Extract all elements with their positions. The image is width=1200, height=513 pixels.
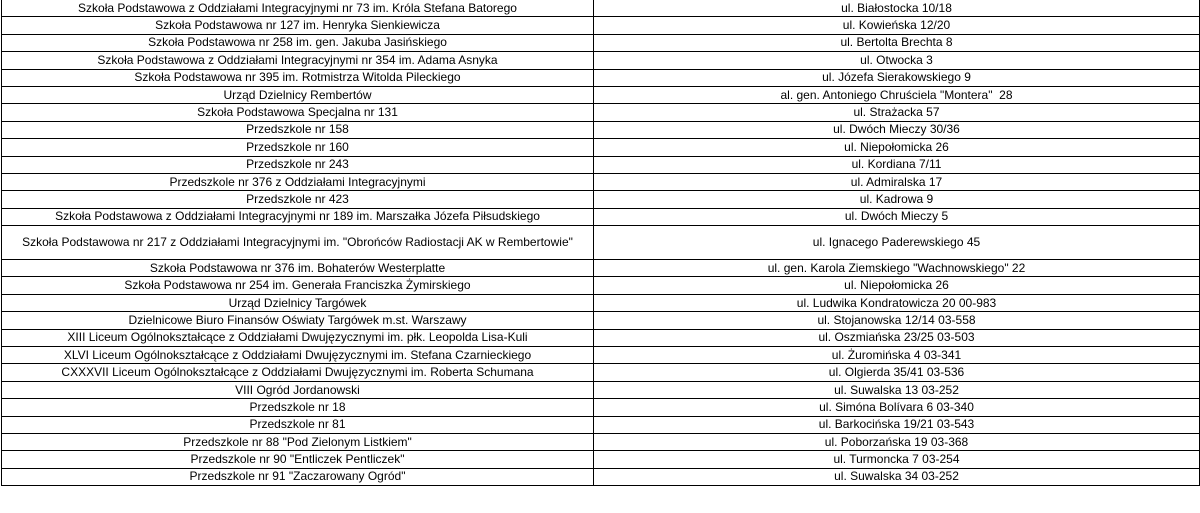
institution-address-cell: ul. Stojanowska 12/14 03-558 (594, 312, 1200, 329)
institution-name-cell: VIII Ogród Jordanowski (2, 381, 594, 398)
institution-address-cell: ul. Barkocińska 19/21 03-543 (594, 416, 1200, 433)
institution-address-cell: ul. Poborzańska 19 03-368 (594, 433, 1200, 450)
institution-name-cell: Szkoła Podstawowa Specjalna nr 131 (2, 104, 594, 121)
table-row (2, 86, 1200, 103)
table-row (2, 312, 1200, 329)
institution-address-cell: ul. gen. Karola Ziemskiego "Wachnowskiego" 22 (594, 260, 1200, 277)
institution-address-cell: ul. Ludwika Kondratowicza 20 00-983 (594, 294, 1200, 311)
table-row (2, 399, 1200, 416)
table-row (2, 347, 1200, 364)
institution-address-cell: ul. Otwocka 3 (594, 52, 1200, 69)
institution-name-cell: Przedszkole nr 376 z Oddziałami Integracyjnymi (2, 173, 594, 190)
institution-name-cell: Szkoła Podstawowa nr 217 z Oddziałami Integracyjnymi im. "Obrońców Radiostacji AK w Rembertowie" (2, 226, 594, 260)
institution-address-cell: ul. Suwalska 34 03-252 (594, 468, 1200, 485)
table-row (2, 468, 1200, 485)
institution-address-cell: ul. Kowieńska 12/20 (594, 17, 1200, 34)
institution-address-cell: ul. Oszmiańska 23/25 03-503 (594, 329, 1200, 346)
institution-address-cell: ul. Turmoncka 7 03-254 (594, 451, 1200, 468)
institution-address-cell: ul. Strażacka 57 (594, 104, 1200, 121)
table-row (2, 104, 1200, 121)
table-row (2, 121, 1200, 138)
table-row (2, 277, 1200, 294)
table-row (2, 139, 1200, 156)
table-row (2, 364, 1200, 381)
institution-address-cell: ul. Białostocka 10/18 (594, 0, 1200, 17)
table-row (2, 226, 1200, 260)
table-row (2, 191, 1200, 208)
institution-address-cell: ul. Ignacego Paderewskiego 45 (594, 226, 1200, 260)
institution-address-cell: ul. Bertolta Brechta 8 (594, 34, 1200, 51)
institution-address-cell: ul. Niepołomicka 26 (594, 277, 1200, 294)
institution-name-cell: Przedszkole nr 91 "Zaczarowany Ogród" (2, 468, 594, 485)
institution-address-cell: ul. Simóna Bolívara 6 03-340 (594, 399, 1200, 416)
institution-name-cell: Szkoła Podstawowa z Oddziałami Integracyjnymi nr 189 im. Marszałka Józefa Piłsudskiego (2, 208, 594, 225)
institution-address-cell: ul. Admiralska 17 (594, 173, 1200, 190)
table-row (2, 381, 1200, 398)
table-row (2, 156, 1200, 173)
institutions-table (1, 0, 1200, 486)
table-row (2, 329, 1200, 346)
institution-name-cell: Przedszkole nr 81 (2, 416, 594, 433)
institution-address-cell: ul. Kadrowa 9 (594, 191, 1200, 208)
institution-name-cell: Szkoła Podstawowa z Oddziałami Integracyjnymi nr 73 im. Króla Stefana Batorego (2, 0, 594, 17)
table-row (2, 34, 1200, 51)
institution-name-cell: Przedszkole nr 18 (2, 399, 594, 416)
table-row (2, 52, 1200, 69)
table-row (2, 294, 1200, 311)
table-row (2, 451, 1200, 468)
institution-address-cell: ul. Kordiana 7/11 (594, 156, 1200, 173)
institution-name-cell: Dzielnicowe Biuro Finansów Oświaty Targówek m.st. Warszawy (2, 312, 594, 329)
institution-address-cell: ul. Józefa Sierakowskiego 9 (594, 69, 1200, 86)
institution-name-cell: Przedszkole nr 423 (2, 191, 594, 208)
institution-address-cell: al. gen. Antoniego Chruściela "Montera" 28 (594, 86, 1200, 103)
institution-name-cell: Szkoła Podstawowa nr 258 im. gen. Jakuba Jasińskiego (2, 34, 594, 51)
institution-address-cell: ul. Dwóch Mieczy 30/36 (594, 121, 1200, 138)
institution-address-cell: ul. Dwóch Mieczy 5 (594, 208, 1200, 225)
institutions-table-body (2, 0, 1200, 486)
institution-address-cell: ul. Żuromińska 4 03-341 (594, 347, 1200, 364)
institution-name-cell: CXXXVII Liceum Ogólnokształcące z Oddziałami Dwujęzycznymi im. Roberta Schumana (2, 364, 594, 381)
institution-address-cell: ul. Niepołomicka 26 (594, 139, 1200, 156)
institution-name-cell: Szkoła Podstawowa z Oddziałami Integracyjnymi nr 354 im. Adama Asnyka (2, 52, 594, 69)
table-row (2, 416, 1200, 433)
table-row (2, 173, 1200, 190)
institution-name-cell: Urząd Dzielnicy Targówek (2, 294, 594, 311)
institution-name-cell: Szkoła Podstawowa nr 376 im. Bohaterów Westerplatte (2, 260, 594, 277)
institution-name-cell: Przedszkole nr 90 "Entliczek Pentliczek" (2, 451, 594, 468)
institution-name-cell: Szkoła Podstawowa nr 395 im. Rotmistrza Witolda Pileckiego (2, 69, 594, 86)
institution-name-cell: Szkoła Podstawowa nr 254 im. Generała Franciszka Żymirskiego (2, 277, 594, 294)
institution-name-cell: Przedszkole nr 243 (2, 156, 594, 173)
institution-name-cell: Szkoła Podstawowa nr 127 im. Henryka Sienkiewicza (2, 17, 594, 34)
institution-address-cell: ul. Olgierda 35/41 03-536 (594, 364, 1200, 381)
institution-name-cell: XIII Liceum Ogólnokształcące z Oddziałami Dwujęzycznymi im. płk. Leopolda Lisa-Kuli (2, 329, 594, 346)
table-row (2, 69, 1200, 86)
table-row (2, 0, 1200, 17)
table-row (2, 17, 1200, 34)
institution-name-cell: XLVI Liceum Ogólnokształcące z Oddziałami Dwujęzycznymi im. Stefana Czarnieckiego (2, 347, 594, 364)
institution-name-cell: Przedszkole nr 88 "Pod Zielonym Listkiem" (2, 433, 594, 450)
table-row (2, 433, 1200, 450)
table-row (2, 260, 1200, 277)
institution-address-cell: ul. Suwalska 13 03-252 (594, 381, 1200, 398)
institution-name-cell: Urząd Dzielnicy Rembertów (2, 86, 594, 103)
institution-name-cell: Przedszkole nr 160 (2, 139, 594, 156)
institution-name-cell: Przedszkole nr 158 (2, 121, 594, 138)
table-row (2, 208, 1200, 225)
